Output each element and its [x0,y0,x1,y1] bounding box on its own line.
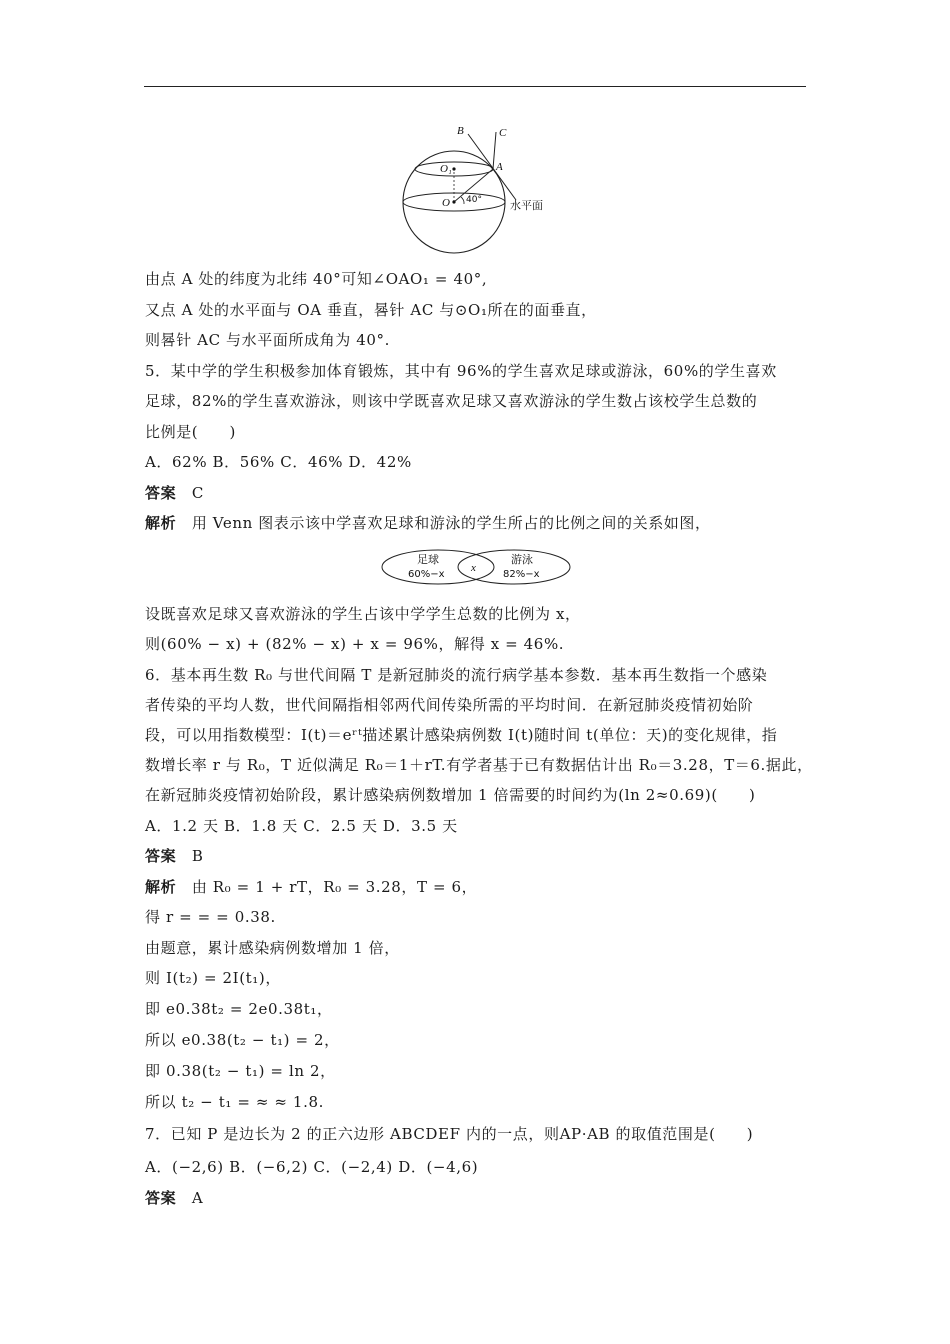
text-line: 由题意，累计感染病例数增加 1 倍， [145,939,400,957]
question-6-stem: 在新冠肺炎疫情初始阶段，累计感染病例数增加 1 倍需要的时间约为(ln 2≈0.69)( ) [145,786,756,804]
header-rule [144,86,806,87]
venn-diagram [380,546,572,588]
text-line: 又点 A 处的水平面与 OA 垂直，晷针 AC 与⊙O₁所在的面垂直， [145,301,597,319]
question-7-options: A．(−2,6) B．(−6,2) C．(−2,4) D．(−4,6) [145,1158,479,1176]
venn-football-value: 60%−x [408,569,445,580]
question-5-options: A．62% B．56% C．46% D．42% [145,453,412,471]
label-angle: 40° [466,195,482,205]
text-line: 所以 t₂ − t₁ = ≈ ≈ 1.8. [145,1093,324,1111]
venn-football-title: 足球 [417,553,439,566]
label-horizontal-plane: 水平面 [510,199,543,212]
venn-swim-title: 游泳 [511,553,533,566]
label-a: A [496,161,503,173]
question-6-options: A．1.2 天 B．1.8 天 C．2.5 天 D．3.5 天 [145,817,458,835]
question-5-answer: 答案 C [145,484,204,502]
venn-swim-value: 82%−x [503,569,540,580]
label-c: C [499,127,507,139]
question-6-answer: 答案 B [145,847,204,865]
venn-intersection-label: x [471,562,476,574]
label-b: B [457,125,464,137]
text-line: 所以 e0.38(t₂ − t₁) = 2， [145,1031,340,1049]
question-5-stem: 足球，82%的学生喜欢游泳，则该中学既喜欢足球又喜欢游泳的学生数占该校学生总数的 [145,392,758,410]
text-line: 则晷针 AC 与水平面所成角为 40°. [145,331,390,349]
question-6-stem: 数增长率 r 与 R₀，T 近似满足 R₀＝1＋rT.有学者基于已有数据估计出 R₀＝3.28，T＝6.据此， [145,756,813,774]
text-line: 由点 A 处的纬度为北纬 40°可知∠OAO₁ = 40°, [145,270,488,288]
question-6-stem: 者传染的平均人数，世代间隔指相邻两代间传染所需的平均时间．在新冠肺炎疫情初始阶 [145,696,754,714]
label-o: O [442,197,450,209]
question-6-stem: 段，可以用指数模型：I(t)＝eʳᵗ描述累计感染病例数 I(t)随时间 t(单位：天)的变化规律，指 [145,726,778,744]
text-line: 即 0.38(t₂ − t₁) = ln 2， [145,1062,336,1080]
question-5-stem: 5．某中学的学生积极参加体育锻炼，其中有 96%的学生喜欢足球或游泳，60%的学生喜欢 [145,362,777,380]
question-5-stem: 比例是( ) [145,423,236,441]
text-line: 即 e0.38t₂ = 2e0.38t₁， [145,1000,333,1018]
question-6-analysis: 解析 由 R₀ = 1 + rT，R₀ = 3.28，T = 6， [145,878,478,896]
text-line: 则(60% − x) + (82% − x) + x = 96%，解得 x = 46%. [145,635,565,653]
question-7-stem: 7．已知 P 是边长为 2 的正六边形 ABCDEF 内的一点，则AP·AB 的取值范围是( ) [145,1125,754,1143]
question-6-stem: 6．基本再生数 R₀ 与世代间隔 T 是新冠肺炎的流行病学基本参数．基本再生数指一个感染 [145,666,768,684]
question-5-analysis: 解析 用 Venn 图表示该中学喜欢足球和游泳的学生所占的比例之间的关系如图， [145,514,711,532]
sphere-figure [390,120,560,260]
label-o1: O₁ [440,163,452,175]
text-line: 得 r = = = 0.38. [145,908,276,926]
text-line: 则 I(t₂) = 2I(t₁)， [145,969,281,987]
text-line: 设既喜欢足球又喜欢游泳的学生占该中学学生总数的比例为 x， [145,605,581,623]
line-ba [468,134,516,200]
question-7-answer: 答案 A [145,1189,204,1207]
